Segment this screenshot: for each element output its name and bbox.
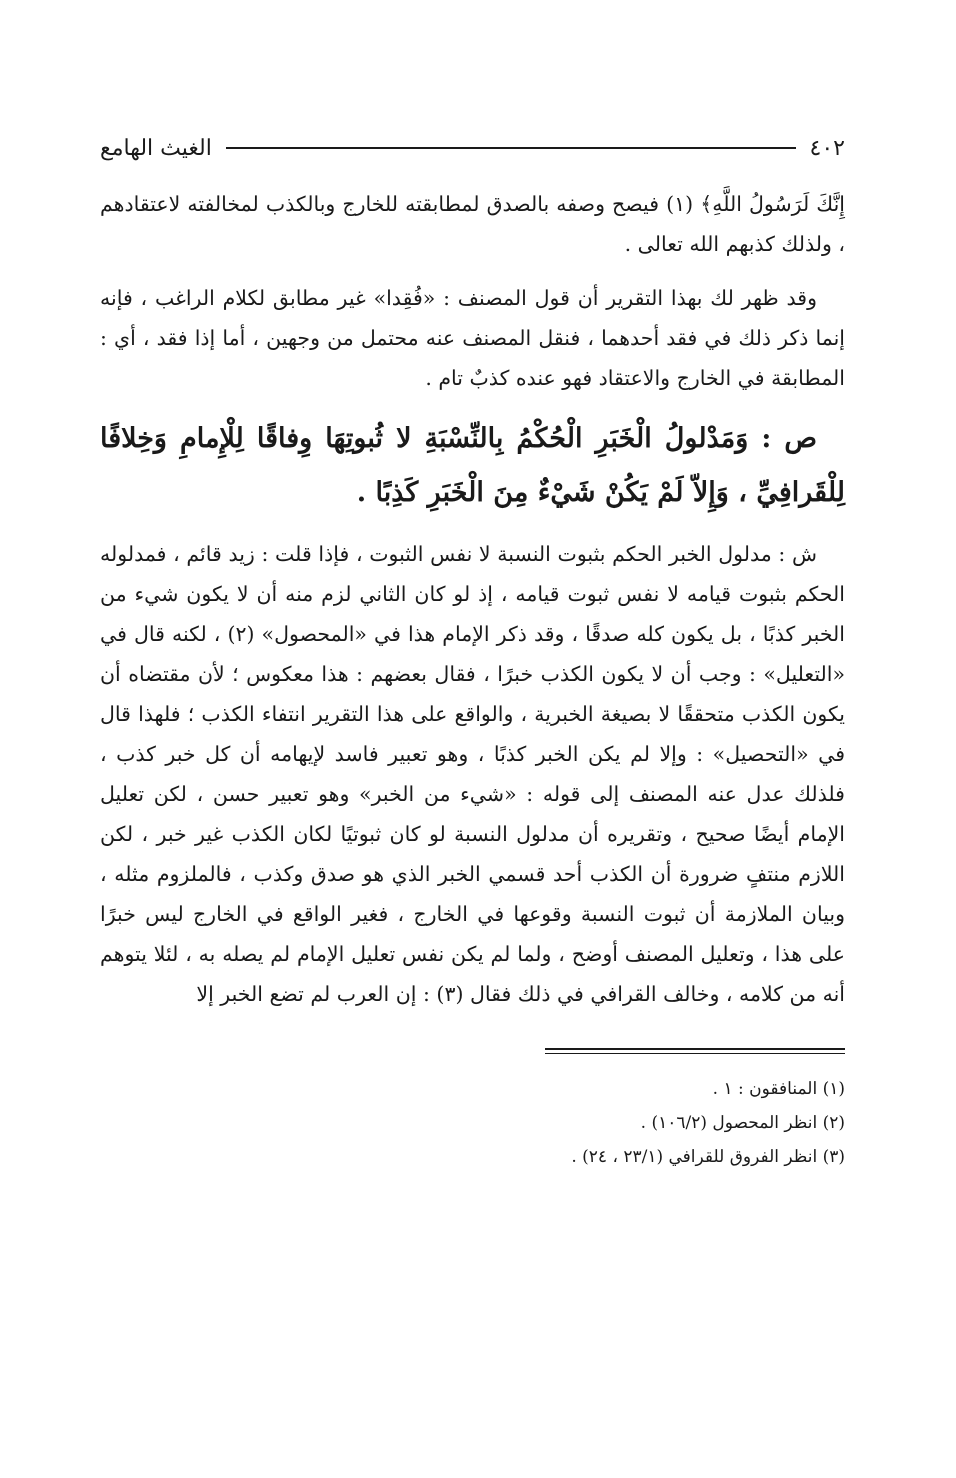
footnotes [100,1072,845,1174]
footnote-1: (١) المنافقون : ١ . [712,1079,845,1099]
matn-text: ص : وَمَدْلولُ الْخَبَرِ الْحُكْمُ بِالنِّسْبَةِ لا ثُبوتِهَا وِفاقًا لِلْإِمامِ وَخِلافًا لِلْقَرافِيِّ ، وَإِلاّ لَمْ يَكُنْ شَيْءٌ مِنَ الْخَبَرِ كَذِبًا . [100,423,845,508]
footnote-rule-thick [545,1048,845,1050]
body-text [100,184,845,1014]
paragraph-commentary: وقد ظهر لك بهذا التقرير أن قول المصنف : «فُقِدا» غير مطابق لكلام الراغب ، فإنه إنما ذكر ذلك في فقد أحدهما ، فنقل المصنف عنه محتمل من وجهين ، أما إذا فقد ، أي : المطابقة في الخارج والاعتقاد فهو عنده كذبٌ تام . [100,286,845,390]
book-title: الغيث الهامع [100,135,212,161]
footnote-rule-thin [545,1053,845,1054]
sharh-paragraph: ش : مدلول الخبر الحكم بثبوت النسبة لا نفس الثبوت ، فإذا قلت : زيد قائم ، فمدلوله الحكم بثبوت قيامه لا نفس ثبوت قيامه ، إذ لو كان الثاني لزم منه أن لا يكون شيء من الخبر كذبًا ، بل يكون كله صدقًا ، وقد ذكر الإمام هذا في «المحصول» (٢) ، لكنه قال في «التعليل» : وجب أن لا يكون الكذب خبرًا ، فقال بعضهم : هذا معكوس ؛ لأن مقتضاه أن يكون الكذب متحققًا لا بصيغة الخبرية ، والواقع على هذا التقرير انتفاء الكذب ؛ فلهذا قال في «التحصيل» : وإلا لم يكن الخبر كذبًا ، وهو تعبير فاسد لإيهامه أن كل خبر كذب ، فلذلك عدل عنه المصنف إلى قوله : «شيء من الخبر» وهو تعبير حسن ، لكن تعليل الإمام أيضًا صحيح ، وتقريره أن مدلول النسبة لو كان ثبوتيًا لكان الكذب غير خبر ، لكن اللازم منتفٍ ضرورة أن الكذب أحد قسمي الخبر الذي هو صدق وكذب ، فالملزوم مثله ، وبيان الملازمة أن ثبوت النسبة وقوعها في الخارج ، فغير الواقع في الخارج ليس خبرًا على هذا ، وتعليل المصنف أوضح ، ولما لم يكن نفس تعليل الإمام لم يصله به ، لئلا يتوهم أنه من كلامه ، وخالف القرافي في ذلك فقال (٣) : إن العرب لم تضع الخبر إلا [100,542,845,1006]
footnote-separator [545,1048,845,1054]
running-header [100,128,845,168]
footnote-2: (٢) انظر المحصول (١٠٦/٢) . [640,1113,845,1133]
paragraph-continuation: إِنَّكَ لَرَسُولُ اللَّهِ﴾ (١) فيصح وصفه بالصدق لمطابقته للخارج وبالكذب لمخالفته لاعتقادهم ، ولذلك كذبهم الله تعالى . [100,192,845,256]
header-rule [226,147,796,149]
page-number: ٤٠٢ [809,135,845,161]
footnote-3: (٣) انظر الفروق للقرافي (٢٣/١ ، ٢٤) . [571,1147,845,1167]
book-page [100,128,845,1428]
